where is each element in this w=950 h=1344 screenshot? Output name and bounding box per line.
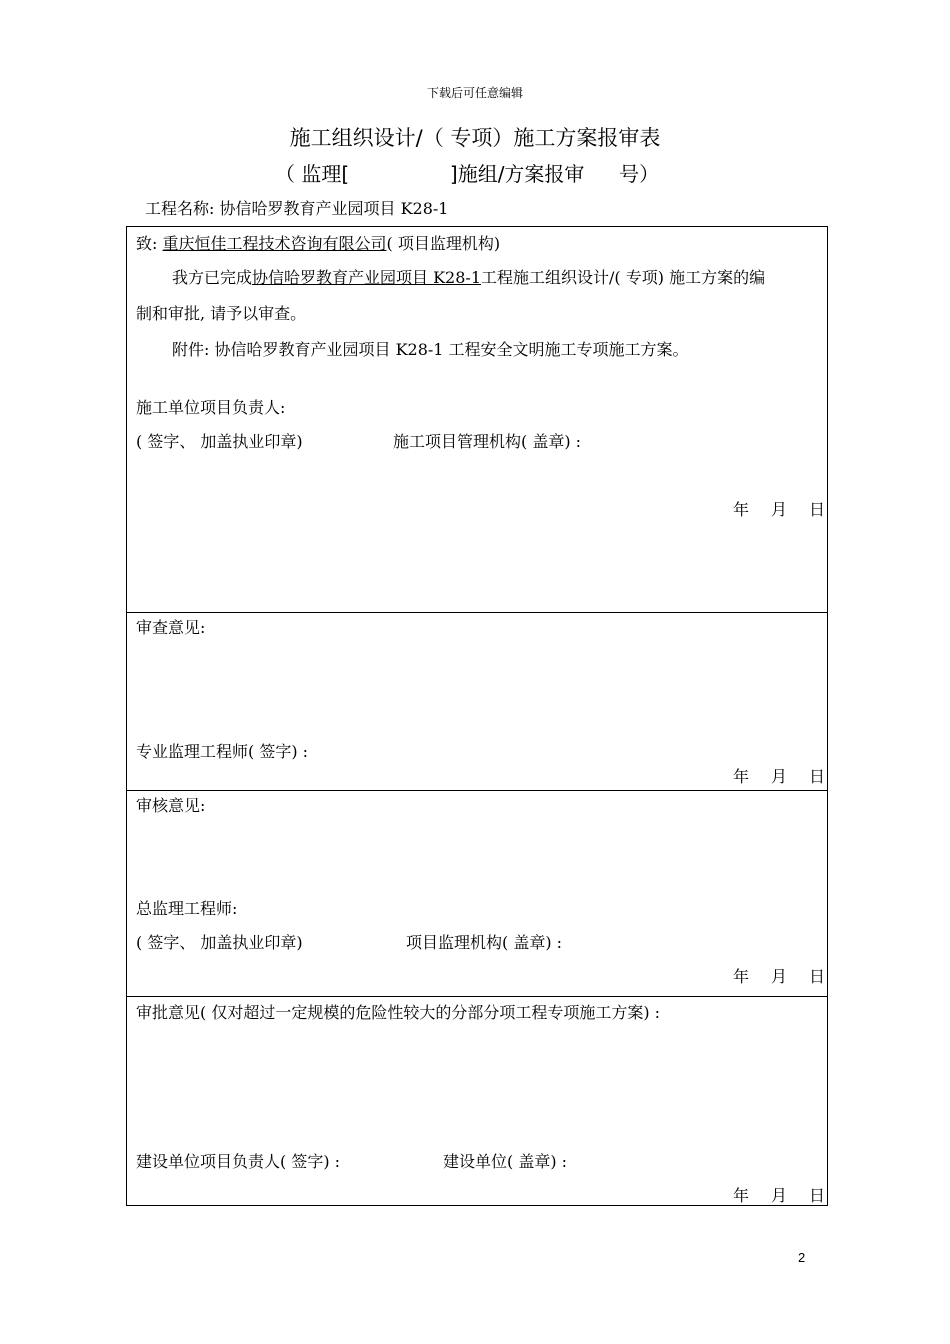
attachment-line: 附件: 协信哈罗教育产业园项目 K28-1 工程安全文明施工专项施工方案。 — [172, 340, 689, 359]
body-line-2: 制和审批, 请予以审查。 — [136, 304, 307, 323]
section-divider — [127, 790, 827, 791]
subtitle-middle: ]施组/方案报审 — [449, 162, 585, 186]
supervision-org-stamp: 项目监理机构( 盖章) : — [406, 933, 563, 952]
project-label: 工程名称: — [145, 199, 215, 218]
review-opinion-label: 审查意见: — [136, 618, 206, 637]
year-label: 年 — [733, 1186, 750, 1205]
page-title: 施工组织设计/（ 专项）施工方案报审表 — [289, 126, 661, 150]
subtitle-prefix: 监理[ — [301, 162, 350, 186]
month-label: 月 — [771, 967, 788, 986]
project-name-line — [145, 196, 449, 219]
date-line — [711, 497, 825, 520]
sign-note: ( 签字、 加盖执业印章) — [136, 933, 303, 952]
date-line — [711, 1183, 825, 1206]
contractor-responsible: 施工单位项目负责人: — [136, 398, 286, 417]
section-divider — [127, 612, 827, 613]
day-label: 日 — [809, 500, 826, 519]
body-line-1 — [172, 265, 765, 288]
header-note: 下载后可任意编辑 — [426, 86, 523, 100]
owner-stamp: 建设单位( 盖章) : — [443, 1152, 568, 1171]
to-label: 致: — [136, 234, 158, 253]
audit-opinion-label: 审核意见: — [136, 796, 206, 815]
form-number-line — [275, 158, 659, 187]
owner-responsible: 建设单位项目负责人( 签字) : — [136, 1152, 341, 1171]
supervision-org: 重庆恒佳工程技术咨询有限公司 — [162, 234, 387, 253]
body-project: 协信哈罗教育产业园项目 K28-1 — [252, 268, 482, 287]
month-label: 月 — [771, 500, 788, 519]
subtitle-open-paren: （ — [275, 162, 295, 186]
addressee-line — [136, 231, 500, 254]
year-label: 年 — [733, 500, 750, 519]
approval-form — [126, 226, 828, 1206]
section-divider — [127, 996, 827, 997]
day-label: 日 — [809, 1186, 826, 1205]
page-number: 2 — [798, 1250, 806, 1265]
approval-opinion-label: 审批意见( 仅对超过一定规模的危险性较大的分部分项工程专项施工方案) : — [136, 1003, 661, 1022]
day-label: 日 — [809, 767, 826, 786]
day-label: 日 — [809, 967, 826, 986]
to-suffix: ( 项目监理机构) — [386, 234, 501, 253]
project-value: 协信哈罗教育产业园项目 K28-1 — [219, 199, 449, 218]
subtitle-suffix: 号） — [619, 162, 660, 186]
contractor-org-stamp: 施工项目管理机构( 盖章) : — [393, 432, 582, 451]
month-label: 月 — [771, 767, 788, 786]
chief-engineer: 总监理工程师: — [136, 899, 238, 918]
date-line — [711, 764, 825, 787]
body-prefix: 我方已完成 — [172, 268, 253, 287]
specialist-engineer: 专业监理工程师( 签字) : — [136, 742, 309, 761]
sign-note: ( 签字、 加盖执业印章) — [136, 432, 303, 451]
month-label: 月 — [771, 1186, 788, 1205]
year-label: 年 — [733, 967, 750, 986]
date-line — [711, 964, 825, 987]
body-suffix: 工程施工组织设计/( 专项) 施工方案的编 — [481, 268, 766, 287]
year-label: 年 — [733, 767, 750, 786]
